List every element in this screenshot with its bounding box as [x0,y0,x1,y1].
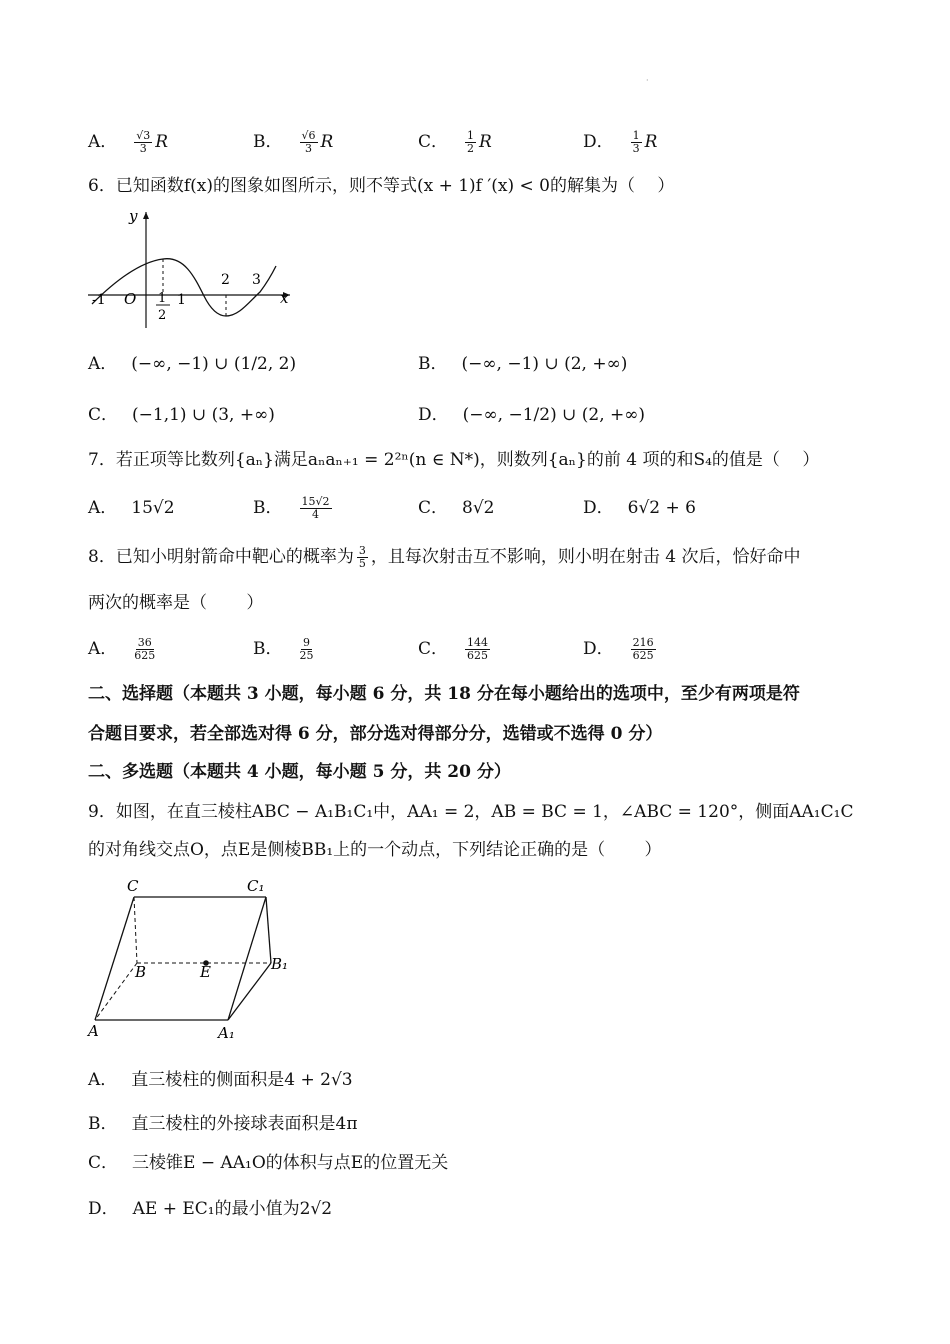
q9-option-c: C． 三棱锥E − AA₁O的体积与点E的位置无关 [88,1153,449,1173]
q8-option-d: D． $\frac{216}{625}$ [583,636,654,662]
q7-stem: 7．若正项等比数列{aₙ}满足aₙaₙ₊₁ = 2²ⁿ(n ∈ N*)，则数列{aₙ}的前 4 项的和S₄的值是（ ） [88,450,820,470]
q5-option-b: B． $\frac{√6}{3}$ R [253,129,334,155]
q6-stem: 6．已知函数f(x)的图象如图所示，则不等式(x + 1)f ′(x) < 0的解集为（ ） [88,176,675,196]
q7-option-a: A． 15√2 [88,498,175,518]
label-neg1: -1 [92,292,106,308]
label-C: C [127,877,139,895]
q6-option-d: D． (−∞, −1/2) ∪ (2, +∞) [418,405,646,425]
edge-B1A1 [228,963,271,1020]
q6-option-a: A． (−∞, −1) ∪ (1/2, 2) [88,354,297,374]
label-C1: C₁ [247,877,265,895]
label-A1: A₁ [218,1024,235,1042]
section2b-heading: 二、多选题（本题共 4 小题，每小题 5 分，共 20 分） [88,762,511,782]
label-B: B [135,963,147,981]
q9-option-d: D． AE + EC₁的最小值为2√2 [88,1199,333,1219]
q9-stem-line2: 的对角线交点O，点E是侧棱BB₁上的一个动点，下列结论正确的是（ ） [88,840,662,860]
q8-option-c: C． $\frac{144}{625}$ [418,636,489,662]
section2a-line2: 合题目要求，若全部选对得 6 分，部分选对得部分分，选错或不选得 0 分） [88,724,663,744]
q5-option-a: A． $\frac{√3}{3}$ R [88,129,169,155]
edge-CA [95,897,134,1020]
edge-C1A1 [228,897,266,1020]
section2a-line1: 二、选择题（本题共 3 小题，每小题 6 分，共 18 分在每小题给出的选项中，至少有两项是符 [88,684,800,704]
label-origin: O [124,290,137,308]
label-A: A [88,1022,99,1040]
q9-stem-line1: 9．如图，在直三棱柱ABC − A₁B₁C₁中，AA₁ = 2，AB = BC = 1，∠ABC = 120°，侧面AA₁C₁C [88,802,854,822]
label-half-den: 2 [158,308,167,323]
label-three: 3 [252,272,261,288]
label-one: 1 [177,292,186,308]
q7-option-b: B． $\frac{15√2}{4}$ [253,495,330,521]
q6-option-c: C． (−1,1) ∪ (3, +∞) [88,405,275,425]
q7-option-d: D． 6√2 + 6 [583,498,696,518]
q5-option-c: C． $\frac{1}{2}$ R [418,129,492,155]
top-dot: · [646,76,649,85]
q8-stem-line2: 两次的概率是（ ） [88,593,264,613]
q5-a-frac: $\frac{√3}{3}$ [136,129,151,155]
label-two: 2 [221,272,230,288]
q6-option-b: B． (−∞, −1) ∪ (2, +∞) [418,354,628,374]
q7-option-c: C． 8√2 [418,498,495,518]
edge-CB [134,897,137,963]
edge-C1B1 [266,897,271,963]
q8-option-a: A． $\frac{36}{625}$ [88,636,156,662]
label-E: E [200,963,211,981]
y-axis-arrow [143,212,149,219]
label-half-num: 1 [158,291,167,306]
q8-option-b: B． $\frac{9}{25}$ [253,636,314,662]
q8-stem-line1: 8．已知小明射箭命中靶心的概率为 $\frac{3}{5}$ ，且每次射击互不影响，则小明在射击 4 次后，恰好命中 [88,544,801,570]
q9-option-b: B． 直三棱柱的外接球表面积是4π [88,1114,358,1134]
q5-option-d: D． $\frac{1}{3}$ R [583,129,658,155]
edge-BA [95,963,137,1020]
q6-function-graph [84,204,304,330]
label-y: y [129,207,138,225]
q9-option-a: A． 直三棱柱的侧面积是4 + 2√3 [88,1070,353,1090]
q9-prism-figure [84,874,304,1044]
label-x: x [280,289,289,307]
label-B1: B₁ [271,955,289,973]
